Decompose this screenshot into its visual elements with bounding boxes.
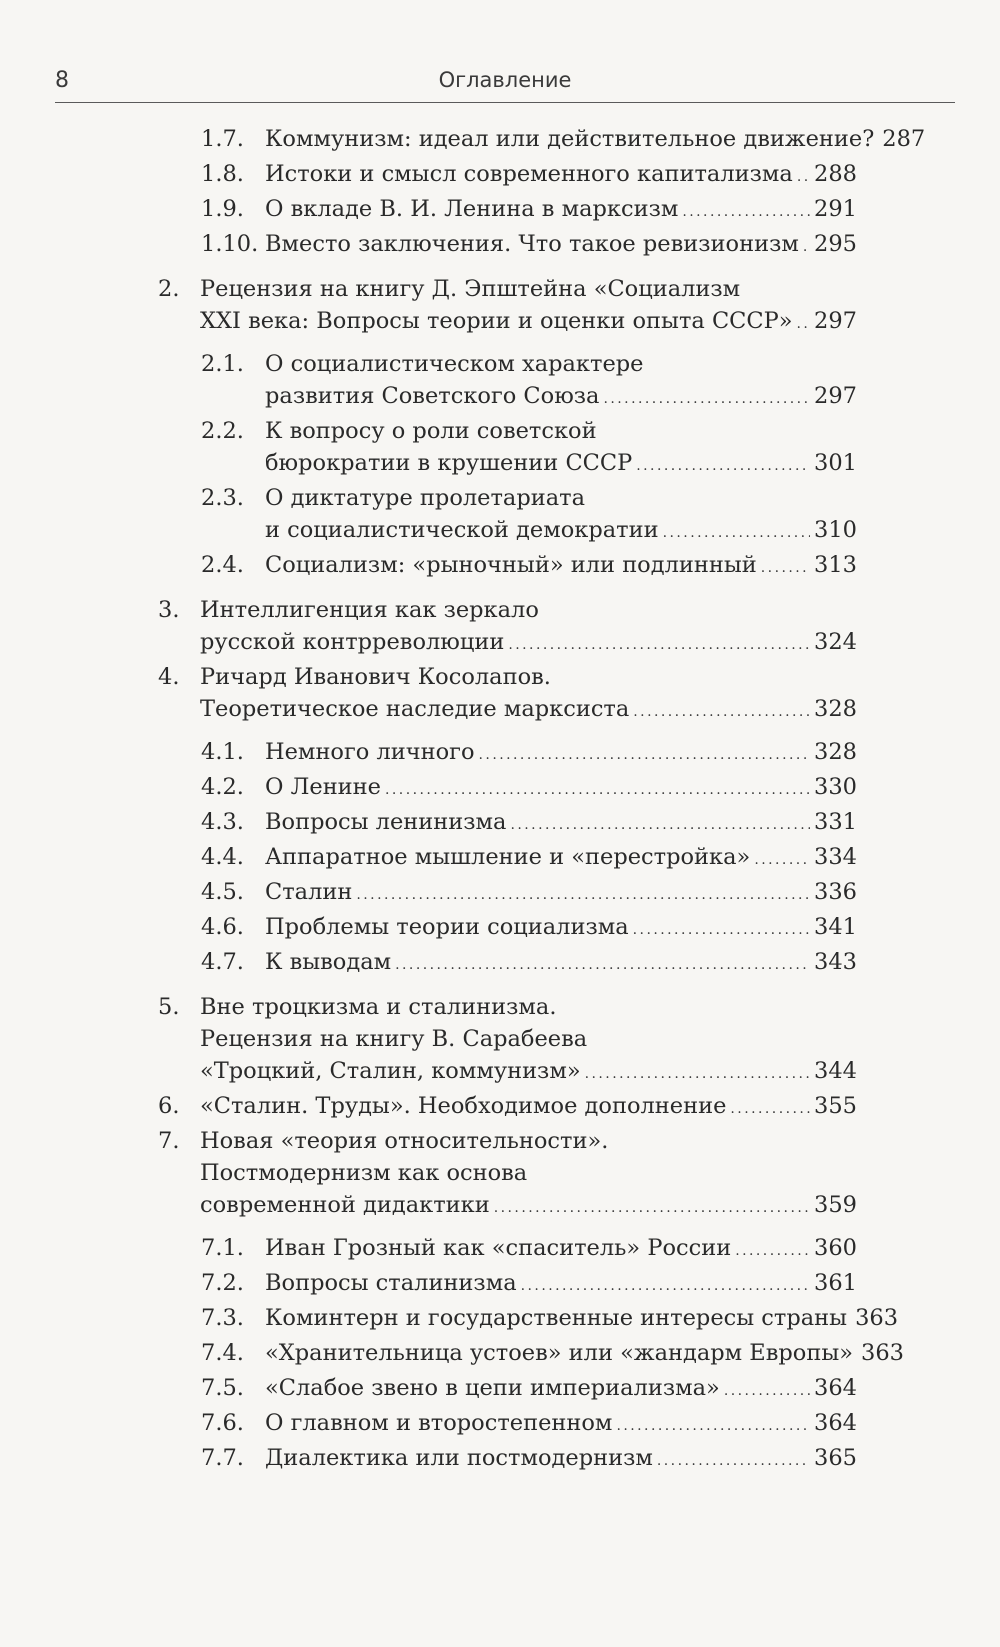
toc-page-number: 287 bbox=[882, 126, 926, 152]
toc-entry-title: К вопросу о роли советской bbox=[265, 418, 597, 444]
toc-entry-title: бюрократии в крушении СССР bbox=[265, 450, 633, 476]
toc-section[interactable] bbox=[0, 1337, 1000, 1372]
toc-entry-title: Коминтерн и государственные интересы страны bbox=[265, 1305, 848, 1331]
toc-entry-title: Ричард Иванович Косолапов. bbox=[200, 664, 551, 690]
toc-page-number: 295 bbox=[814, 231, 857, 257]
toc-section[interactable] bbox=[0, 1372, 1000, 1407]
toc-entry-title: Коммунизм: идеал или действительное движение? bbox=[265, 126, 875, 152]
toc-entry-number: 1.8. bbox=[201, 161, 244, 187]
toc-entry-title: Социализм: «рыночный» или подлинный bbox=[265, 552, 757, 578]
dot-leader bbox=[682, 193, 810, 228]
toc-entry-title: Рецензия на книгу Д. Эпштейна «Социализм bbox=[200, 276, 741, 302]
dot-leader bbox=[510, 806, 810, 841]
toc-entry-title: Новая «теория относительности». bbox=[200, 1128, 609, 1154]
toc-entry-number: 5. bbox=[158, 994, 180, 1020]
toc-entry-number: 7.7. bbox=[201, 1445, 244, 1471]
toc-entry-title: Вне троцкизма и сталинизма. bbox=[200, 994, 557, 1020]
toc-entry-number: 7. bbox=[158, 1128, 180, 1154]
dot-leader bbox=[657, 1442, 810, 1477]
dot-leader bbox=[616, 1407, 810, 1442]
dot-leader bbox=[724, 1372, 810, 1407]
dot-leader bbox=[508, 626, 810, 661]
toc-chapter[interactable] bbox=[0, 273, 1000, 340]
toc-page-number: 331 bbox=[814, 809, 857, 835]
dot-leader bbox=[633, 911, 810, 946]
toc-page-number: 297 bbox=[814, 383, 857, 409]
toc-entry-title: русской контрреволюции bbox=[200, 629, 505, 655]
toc-entry-title: «Троцкий, Сталин, коммунизм» bbox=[200, 1058, 581, 1084]
toc-entry-title: «Хранительница устоев» или «жандарм Европы» bbox=[265, 1340, 854, 1366]
toc-entry-number: 2.1. bbox=[201, 351, 244, 377]
toc-entry-number: 1.7. bbox=[201, 126, 244, 152]
toc-page-number: 334 bbox=[814, 844, 857, 870]
toc-section[interactable] bbox=[0, 736, 1000, 771]
toc-entry-title: Постмодернизм как основа bbox=[200, 1160, 528, 1186]
toc-entry-number: 3. bbox=[158, 597, 180, 623]
dot-leader bbox=[633, 693, 810, 728]
toc-entry-number: 7.4. bbox=[201, 1340, 244, 1366]
toc-entry-number: 4. bbox=[158, 664, 180, 690]
toc-entry-number: 7.5. bbox=[201, 1375, 244, 1401]
toc-page-number: 355 bbox=[814, 1093, 857, 1119]
toc-entry-title: Интеллигенция как зеркало bbox=[200, 597, 539, 623]
toc-entry-title: современной дидактики bbox=[200, 1192, 490, 1218]
dot-leader bbox=[494, 1189, 810, 1224]
toc-chapter[interactable] bbox=[0, 991, 1000, 1090]
toc-entry-title: XXI века: Вопросы теории и оценки опыта СССР» bbox=[200, 308, 793, 334]
toc-page-number: 291 bbox=[814, 196, 857, 222]
table-of-contents bbox=[0, 123, 1000, 1477]
toc-entry-title: Проблемы теории социализма bbox=[265, 914, 629, 940]
toc-page-number: 363 bbox=[861, 1340, 904, 1366]
toc-entry-title: Вопросы ленинизма bbox=[265, 809, 507, 835]
dot-leader bbox=[636, 447, 810, 482]
toc-section[interactable] bbox=[0, 911, 1000, 946]
toc-chapter[interactable] bbox=[0, 594, 1000, 661]
toc-section[interactable] bbox=[0, 1302, 1000, 1337]
toc-page-number: 344 bbox=[814, 1058, 857, 1084]
toc-page-number: 288 bbox=[814, 161, 857, 187]
dot-leader bbox=[663, 514, 810, 549]
header-rule bbox=[55, 102, 955, 103]
toc-entry-number: 4.7. bbox=[201, 949, 244, 975]
toc-section[interactable] bbox=[0, 549, 1000, 584]
toc-entry-number: 4.3. bbox=[201, 809, 244, 835]
toc-section[interactable] bbox=[0, 1232, 1000, 1267]
toc-entry-number: 2. bbox=[158, 276, 180, 302]
dot-leader bbox=[797, 305, 811, 340]
toc-entry-title: развития Советского Союза bbox=[265, 383, 600, 409]
toc-page-number: 359 bbox=[814, 1192, 857, 1218]
toc-page-number: 365 bbox=[814, 1445, 857, 1471]
toc-entry-number: 4.4. bbox=[201, 844, 244, 870]
toc-page-number: 364 bbox=[814, 1375, 857, 1401]
toc-entry-number: 2.4. bbox=[201, 552, 244, 578]
toc-entry-title: О главном и второстепенном bbox=[265, 1410, 613, 1436]
toc-page-number: 341 bbox=[814, 914, 857, 940]
toc-page-number: 324 bbox=[814, 629, 857, 655]
toc-section[interactable] bbox=[0, 228, 1000, 263]
toc-section[interactable] bbox=[0, 123, 1000, 158]
dot-leader bbox=[797, 158, 810, 193]
dot-leader bbox=[754, 841, 810, 876]
toc-page-number: 364 bbox=[814, 1410, 857, 1436]
toc-entry-number: 4.5. bbox=[201, 879, 244, 905]
toc-entry-number: 4.1. bbox=[201, 739, 244, 765]
toc-entry-number: 7.1. bbox=[201, 1235, 244, 1261]
toc-entry-title: Вопросы сталинизма bbox=[265, 1270, 517, 1296]
toc-section[interactable] bbox=[0, 1407, 1000, 1442]
toc-entry-title: Иван Грозный как «спаситель» России bbox=[265, 1235, 732, 1261]
toc-entry-number: 4.6. bbox=[201, 914, 244, 940]
toc-entry-number: 7.2. bbox=[201, 1270, 244, 1296]
dot-leader bbox=[385, 771, 810, 806]
toc-entry-title: О Ленине bbox=[265, 774, 381, 800]
toc-page-number: 361 bbox=[814, 1270, 857, 1296]
toc-section[interactable] bbox=[0, 158, 1000, 193]
toc-entry-number: 7.6. bbox=[201, 1410, 244, 1436]
toc-entry-number: 1.9. bbox=[201, 196, 244, 222]
toc-entry-title: Аппаратное мышление и «перестройка» bbox=[265, 844, 751, 870]
toc-page-number: 330 bbox=[814, 774, 857, 800]
toc-entry-number: 2.2. bbox=[201, 418, 244, 444]
toc-entry-number: 1.10. bbox=[201, 231, 259, 257]
dot-leader bbox=[761, 549, 810, 584]
toc-entry-title: и социалистической демократии bbox=[265, 517, 659, 543]
dot-leader bbox=[479, 736, 811, 771]
toc-entry-title: Рецензия на книгу В. Сарабеева bbox=[200, 1026, 588, 1052]
toc-entry-number: 7.3. bbox=[201, 1305, 244, 1331]
toc-section[interactable] bbox=[0, 482, 1000, 549]
toc-section[interactable] bbox=[0, 415, 1000, 482]
toc-section[interactable] bbox=[0, 1267, 1000, 1302]
toc-page-number: 313 bbox=[814, 552, 857, 578]
toc-chapter[interactable] bbox=[0, 661, 1000, 728]
dot-leader bbox=[585, 1055, 810, 1090]
toc-section[interactable] bbox=[0, 1442, 1000, 1477]
toc-chapter[interactable] bbox=[0, 1090, 1000, 1125]
toc-section[interactable] bbox=[0, 348, 1000, 415]
toc-page-number: 360 bbox=[814, 1235, 857, 1261]
running-title: Оглавление bbox=[438, 68, 572, 92]
toc-section[interactable] bbox=[0, 806, 1000, 841]
dot-leader bbox=[735, 1232, 810, 1267]
dot-leader bbox=[521, 1267, 810, 1302]
toc-section[interactable] bbox=[0, 771, 1000, 806]
toc-section[interactable] bbox=[0, 841, 1000, 876]
dot-leader bbox=[803, 228, 810, 263]
toc-page-number: 343 bbox=[814, 949, 857, 975]
toc-entry-title: Сталин bbox=[265, 879, 353, 905]
toc-entry-title: Диалектика или постмодернизм bbox=[265, 1445, 653, 1471]
toc-entry-title: Немного личного bbox=[265, 739, 475, 765]
dot-leader bbox=[730, 1090, 810, 1125]
toc-section[interactable] bbox=[0, 193, 1000, 228]
toc-entry-title: О социалистическом характере bbox=[265, 351, 644, 377]
page-header bbox=[55, 62, 955, 102]
toc-page-number: 363 bbox=[855, 1305, 899, 1331]
dot-leader bbox=[395, 946, 810, 981]
toc-page-number: 297 bbox=[814, 308, 857, 334]
toc-page-number: 336 bbox=[814, 879, 857, 905]
toc-page-number: 301 bbox=[814, 450, 857, 476]
dot-leader bbox=[603, 380, 810, 415]
toc-section[interactable] bbox=[0, 876, 1000, 911]
toc-page-number: 310 bbox=[814, 517, 857, 543]
page-number: 8 bbox=[55, 68, 69, 93]
toc-entry-title: Теоретическое наследие марксиста bbox=[200, 696, 630, 722]
toc-entry-title: Вместо заключения. Что такое ревизионизм bbox=[265, 231, 799, 257]
toc-entry-title: О вкладе В. И. Ленина в марксизм bbox=[265, 196, 679, 222]
toc-entry-title: К выводам bbox=[265, 949, 392, 975]
toc-entry-title: Истоки и смысл современного капитализма bbox=[265, 161, 793, 187]
toc-entry-title: О диктатуре пролетариата bbox=[265, 485, 586, 511]
toc-entry-number: 2.3. bbox=[201, 485, 244, 511]
toc-page-number: 328 bbox=[814, 696, 857, 722]
toc-entry-title: «Сталин. Труды». Необходимое дополнение bbox=[200, 1093, 727, 1119]
dot-leader bbox=[356, 876, 810, 911]
toc-entry-title: «Слабое звено в цепи империализма» bbox=[265, 1375, 720, 1401]
toc-section[interactable] bbox=[0, 946, 1000, 981]
toc-page-number: 328 bbox=[814, 739, 857, 765]
toc-chapter[interactable] bbox=[0, 1125, 1000, 1224]
toc-entry-number: 4.2. bbox=[201, 774, 244, 800]
toc-entry-number: 6. bbox=[158, 1093, 180, 1119]
